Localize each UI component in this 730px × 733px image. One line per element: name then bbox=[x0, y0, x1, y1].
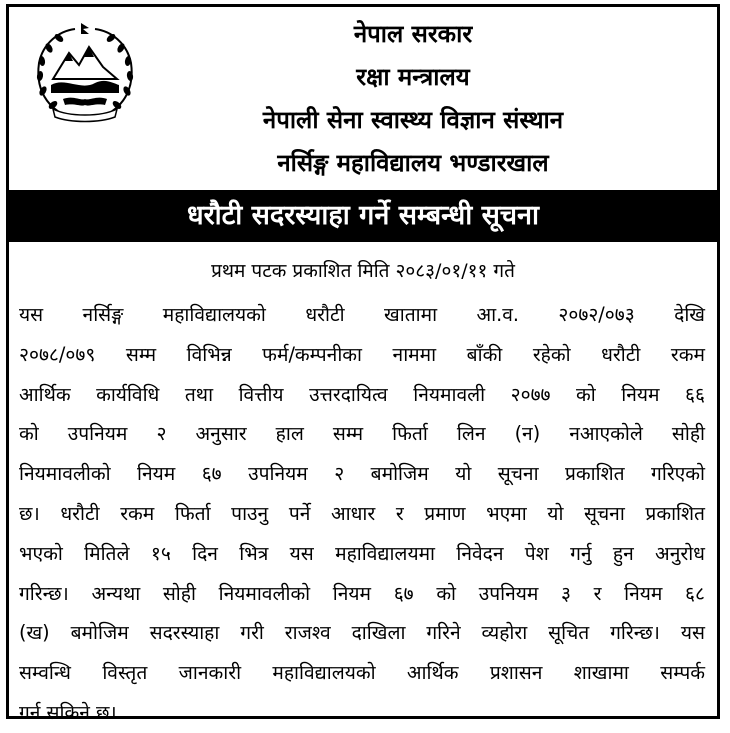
issuer-heading bbox=[129, 13, 697, 185]
body-line: गर्न सकिने छ। bbox=[19, 700, 117, 724]
body-line: सम्वन्धि विस्तृत जानकारी महाविद्यालयको आर्थिक प्रशासन शाखामा सम्पर्क bbox=[19, 661, 705, 685]
published-date-line: प्रथम पटक प्रकाशित मिति २०८३/०१/११ गते bbox=[211, 260, 515, 282]
body-line: यस नर्सिङ्ग महाविद्यालयको धरौटी खातामा आ.व. २०७२/०७३ देखि bbox=[19, 303, 705, 326]
heading-institute: नेपाली सेना स्वास्थ्य विज्ञान संस्थान bbox=[262, 106, 564, 134]
body-line: आर्थिक कार्यविधि तथा वित्तीय उत्तरदायित्व नियमावली २०७७ को नियम ६६ bbox=[19, 382, 705, 406]
body-line: गरिन्छ। अन्यथा सोही नियमावलीको नियम ६७ को उपनियम ३ र नियम ६८ bbox=[19, 581, 705, 605]
body-line: को उपनियम २ अनुसार हाल सम्म फिर्ता लिन (न) नआएकोले सोही bbox=[19, 422, 705, 446]
heading-government: नेपाल सरकार bbox=[353, 20, 473, 48]
notice-title: धरौटी सदरस्याहा गर्ने सम्बन्धी सूचना bbox=[9, 190, 717, 242]
body-line: भएको मितिले १५ दिन भित्र यस महाविद्यालयमा निवेदन पेश गर्नु हुन अनुरोध bbox=[19, 541, 705, 565]
nepal-government-emblem-icon bbox=[29, 21, 141, 131]
heading-ministry: रक्षा मन्त्रालय bbox=[356, 63, 470, 91]
notice-body bbox=[19, 295, 705, 733]
body-line: नियमावलीको नियम ६७ उपनियम २ बमोजिम यो सूचना प्रकाशित गरिएको bbox=[19, 462, 705, 486]
body-line: (ख) बमोजिम सदरस्याहा गरी राजश्व दाखिला गरिने व्यहोरा सूचित गरिन्छ। यस bbox=[19, 621, 705, 645]
notice-frame bbox=[6, 4, 720, 724]
heading-college: नर्सिङ्ग महाविद्यालय भण्डारखाल bbox=[277, 149, 549, 177]
body-line: २०७८/०७९ सम्म विभिन्न फर्म/कम्पनीका नाममा बाँकी रहेको धरौटी रकम bbox=[19, 342, 705, 366]
notice-header bbox=[9, 7, 717, 193]
body-line: छ। धरौटी रकम फिर्ता पाउनु पर्ने आधार र प्रमाण भएमा यो सूचना प्रकाशित bbox=[19, 501, 705, 525]
